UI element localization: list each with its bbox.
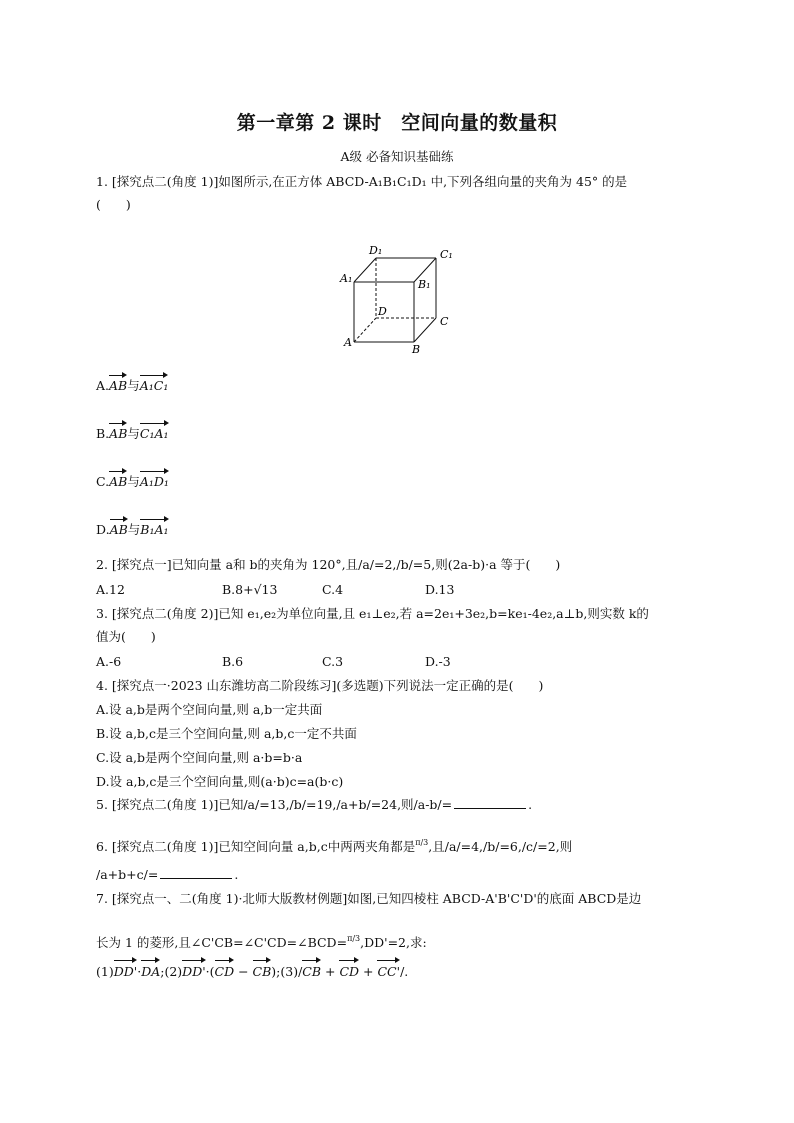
cube-edge-AD-hidden (354, 318, 376, 342)
cube-figure (336, 238, 466, 358)
question-3-option-a[interactable]: A.-6 (96, 654, 122, 669)
question-3-option-c[interactable]: C.3 (322, 654, 344, 669)
question-2-option-c[interactable]: C.4 (322, 582, 344, 597)
question-4-option-c[interactable]: C.设 a,b是两个空间向量,则 a·b=b·a (96, 750, 303, 765)
label-C1: C₁ (440, 248, 453, 261)
question-3-option-b[interactable]: B.6 (222, 654, 244, 669)
question-6-cont: /a+b+c/= . (96, 867, 239, 882)
question-5: 5. [探究点二(角度 1)]已知/a/=13,/b/=19,/a+b/=24,则/a-b/= . (96, 797, 533, 812)
fraction-pi-over-3: π/3 (415, 838, 429, 847)
label-A1: A₁ (340, 272, 353, 285)
question-4-option-d[interactable]: D.设 a,b,c是三个空间向量,则(a·b)c=a(b·c) (96, 774, 344, 789)
page-title: 第一章第 2 课时 空间向量的数量积 (236, 112, 558, 134)
fraction-pi-over-3: π/3 (347, 934, 361, 943)
question-2-option-a[interactable]: A.12 (96, 582, 125, 597)
label-B1: B₁ (418, 278, 431, 291)
question-1-stem: 1. [探究点二(角度 1)]如图所示,在正方体 ABCD-A₁B₁C₁D₁ 中,下列各组向量的夹角为 45° 的是 (96, 174, 628, 189)
question-2-option-b[interactable]: B.8+√13 (222, 582, 278, 597)
question-6-answer-blank[interactable] (160, 878, 232, 879)
label-B: B (412, 343, 421, 356)
question-2-option-d[interactable]: D.13 (425, 582, 455, 597)
question-2-stem: 2. [探究点一]已知向量 a和 b的夹角为 120°,且/a/=2,/b/=5,则(2a-b)·a 等于( ) (96, 557, 561, 572)
section-level-heading: A级 必备知识基础练 (340, 149, 454, 164)
question-1-option-d[interactable]: D.AB与B₁A₁ (96, 517, 169, 538)
cube-edge-BC (414, 318, 436, 342)
question-1-option-c[interactable]: C.AB与A₁D₁ (96, 469, 169, 490)
question-1-option-b[interactable]: B.AB与C₁A₁ (96, 421, 169, 442)
label-D: D (378, 305, 387, 318)
label-D1: D₁ (369, 244, 383, 257)
question-4-option-b[interactable]: B.设 a,b,c是三个空间向量,则 a,b,c一定不共面 (96, 726, 357, 741)
label-A: A (344, 336, 352, 349)
question-4-option-a[interactable]: A.设 a,b是两个空间向量,则 a,b一定共面 (96, 702, 323, 717)
question-7-stem: 7. [探究点一、二(角度 1)·北师大版教材例题]如图,已知四棱柱 ABCD-A'B'C'D'的底面 ABCD是边 (96, 891, 642, 906)
question-5-answer-blank[interactable] (454, 808, 526, 809)
question-7-stem-cont: 长为 1 的菱形,且∠C'CB=∠C'CD=∠BCD=π/3,DD'=2,求: (96, 930, 427, 952)
question-3-stem: 3. [探究点二(角度 2)]已知 e₁,e₂为单位向量,且 e₁⊥e₂,若 a=2e₁+3e₂,b=ke₁-4e₂,a⊥b,则实数 k的 (96, 606, 649, 621)
question-4-stem: 4. [探究点一·2023 山东潍坊高二阶段练习](多选题)下列说法一定正确的是( ) (96, 678, 544, 693)
question-1-option-a[interactable]: A.AB与A₁C₁ (96, 373, 168, 394)
question-6: 6. [探究点二(角度 1)]已知空间向量 a,b,c中两两夹角都是π/3,且/a/=4,/b/=6,/c/=2,则 (96, 834, 572, 856)
question-3-option-d[interactable]: D.-3 (425, 654, 451, 669)
question-3-stem-cont: 值为( ) (96, 629, 156, 644)
label-C: C (440, 315, 449, 328)
question-7-parts: (1)DD'·DA;(2)DD'·(CD − CB);(3)/CB + CD + CC'/. (96, 958, 408, 981)
question-1-answer-bracket: ( ) (96, 197, 131, 212)
cube-edge-A1D1 (354, 258, 376, 282)
